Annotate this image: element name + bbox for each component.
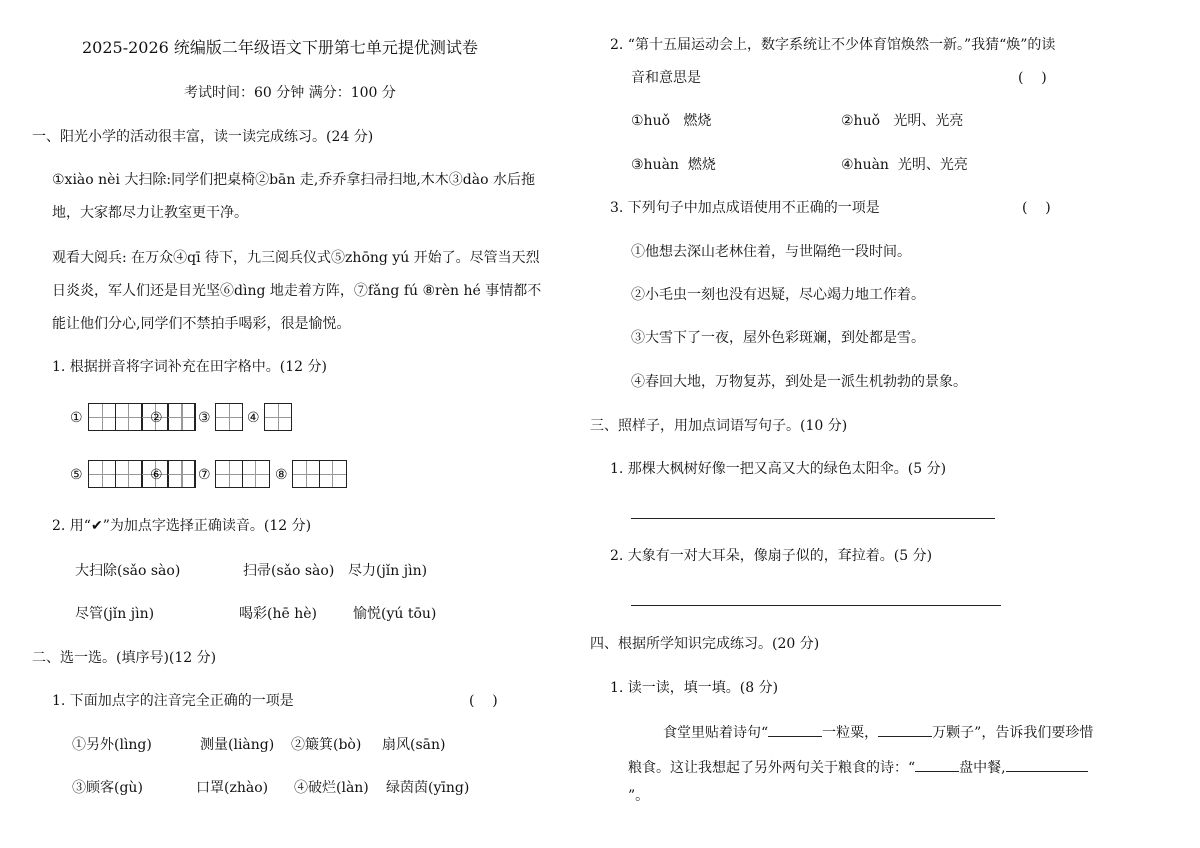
fill-blank[interactable] [878,722,932,737]
tianzige-grid-4[interactable] [264,403,292,431]
grid-label: ⑧ [275,467,288,483]
fill-text: 盘中餐, [959,760,1006,776]
answer-line[interactable] [631,605,1001,606]
question-1-2: 2. 用“✔”为加点字选择正确读音。(12 分) [52,518,312,534]
tianzige-grid-2[interactable] [167,403,195,431]
question-2-2-line-1: 2. “第十五届运动会上，数字系统让不少体育馆焕然一新。”我猜“焕”的读 [610,37,1056,53]
grid-label: ⑤ [70,467,83,483]
option: ③huàn 燃烧 [631,157,716,173]
answer-paren[interactable]: ( ) [1018,70,1047,86]
exam-info: 考试时间：60 分钟 满分：100 分 [184,85,396,101]
fill-paragraph-line-1 [663,722,1093,742]
section-4-heading: 四、根据所学知识完成练习。(20 分) [590,636,820,652]
fill-text: 万颗子”，告诉我们要珍惜 [932,725,1094,741]
fill-text: 一粒粟， [822,725,879,741]
pinyin-choice[interactable]: 尽管(jǐn jìn) [75,606,155,622]
question-2-1: 1. 下面加点字的注音完全正确的一项是 [52,693,294,709]
grid-label: ② [150,410,163,426]
grid-cell[interactable] [88,403,116,431]
passage-1-line-1: ①xiào nèi 大扫除:同学们把桌椅②bān 走,乔乔拿扫帚扫地,木木③dào 水后拖 [52,172,535,188]
grid-label: ③ [198,410,211,426]
grid-cell[interactable] [264,403,292,431]
pinyin-choice[interactable]: 尽力(jǐn jìn) [348,563,428,579]
option: ③大雪下了一夜，屋外色彩斑斓，到处都是雪。 [631,330,925,346]
pinyin-choice[interactable]: 愉悦(yú tōu) [353,606,437,622]
option: ①huǒ 燃烧 [631,113,712,129]
passage-2-line-3: 能让他们分心,同学们不禁拍手喝彩，很是愉悦。 [52,316,351,332]
grid-cell[interactable] [167,403,195,431]
grid-label: ⑦ [198,467,211,483]
fill-blank[interactable] [768,722,822,737]
question-1-1: 1. 根据拼音将字词补充在田字格中。(12 分) [52,359,327,375]
tianzige-grid-7[interactable] [215,460,270,488]
grid-label: ① [70,410,83,426]
option: ②小毛虫一刻也没有迟疑，尽心竭力地工作着。 [631,287,925,303]
question-4-1: 1. 读一读，填一填。(8 分) [610,680,779,696]
question-2-3: 3. 下列句子中加点成语使用不正确的一项是 [610,200,880,216]
tianzige-grid-3[interactable] [215,403,243,431]
option: ③顾客(gù) [72,780,143,796]
grid-cell[interactable] [215,403,243,431]
section-2-heading: 二、选一选。(填序号)(12 分) [32,650,217,666]
tianzige-grid-8[interactable] [292,460,347,488]
answer-paren[interactable]: ( ) [1022,200,1051,216]
pinyin-choice[interactable]: 喝彩(hē hè) [239,606,317,622]
option: ①他想去深山老林住着，与世隔绝一段时间。 [631,244,911,260]
fill-paragraph-line-3: ”。 [628,788,650,804]
grid-cell[interactable] [319,460,347,488]
answer-paren[interactable]: ( ) [469,693,498,709]
option: ②簸箕(bò) [291,737,362,753]
grid-cell[interactable] [215,460,243,488]
page-title: 2025-2026 统编版二年级语文下册第七单元提优测试卷 [82,38,478,57]
option: ④破烂(làn) [294,780,369,796]
grid-cell[interactable] [242,460,270,488]
tianzige-grid-6[interactable] [167,460,195,488]
grid-cell[interactable] [167,460,195,488]
fill-blank[interactable] [1006,757,1088,772]
fill-blank[interactable] [915,757,959,772]
grid-label: ⑥ [150,467,163,483]
option: 绿茵茵(yīng) [386,780,470,796]
question-2-2-line-2: 音和意思是 [631,70,701,86]
option: 测量(liàng) [200,737,275,753]
passage-2-line-2: 日炎炎，军人们还是目光坚⑥dìng 地走着方阵，⑦fǎng fú ⑧rèn hé 事情都不 [52,283,542,299]
grid-label: ④ [247,410,260,426]
pinyin-choice[interactable]: 扫帚(sǎo sào) [243,563,335,579]
option: 扇风(sān) [382,737,446,753]
section-3-heading: 三、照样子，用加点词语写句子。(10 分) [590,418,848,434]
passage-2-line-1: 观看大阅兵: 在万众④qī 待下，九三阅兵仪式⑤zhōng yú 开始了。尽管当天烈 [52,250,540,266]
grid-cell[interactable] [88,460,116,488]
section-1-heading: 一、阳光小学的活动很丰富，读一读完成练习。(24 分) [32,129,374,145]
option: 口罩(zhào) [196,780,269,796]
option: ④春回大地，万物复苏，到处是一派生机勃勃的景象。 [631,374,967,390]
fill-paragraph-line-2 [628,757,1088,777]
question-3-1: 1. 那棵大枫树好像一把又高又大的绿色太阳伞。(5 分) [610,461,947,477]
pinyin-choice[interactable]: 大扫除(sǎo sào) [75,563,181,579]
grid-cell[interactable] [115,403,143,431]
question-3-2: 2. 大象有一对大耳朵，像扇子似的，耷拉着。(5 分) [610,548,933,564]
passage-1-line-2: 地，大家都尽力让教室更干净。 [52,205,248,221]
fill-text: 食堂里贴着诗句“ [663,725,769,741]
option: ①另外(lìng) [72,737,152,753]
fill-text: 粮食。这让我想起了另外两句关于粮食的诗：“ [628,760,916,776]
grid-cell[interactable] [292,460,320,488]
option: ②huǒ 光明、光亮 [841,113,964,129]
option: ④huàn 光明、光亮 [841,157,968,173]
answer-line[interactable] [631,518,995,519]
grid-cell[interactable] [115,460,143,488]
